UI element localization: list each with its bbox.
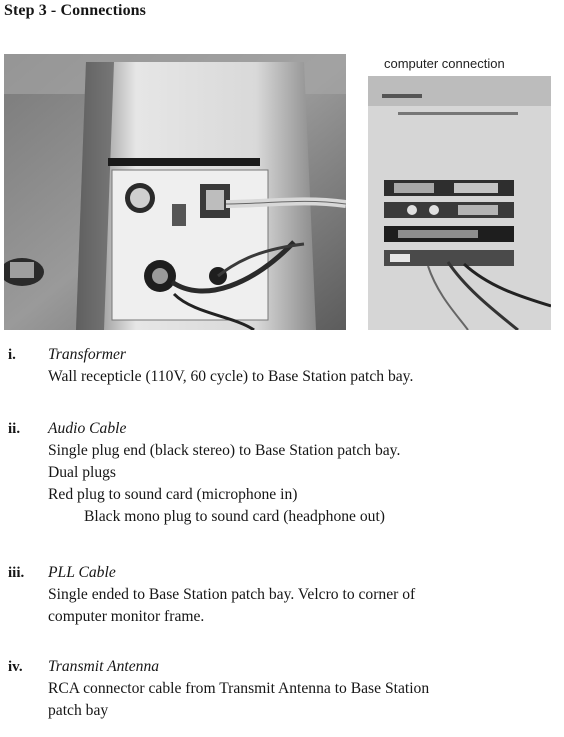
item-heading: Audio Cable xyxy=(48,420,127,437)
item-text: Wall recepticle (110V, 60 cycle) to Base Station patch bay. xyxy=(48,368,414,385)
item-text: Single ended to Base Station patch bay. Velcro to corner of xyxy=(48,586,416,603)
computer-connection-photo xyxy=(368,76,551,330)
list-item-transmit-antenna xyxy=(8,656,429,722)
page-title: Step 3 - Connections xyxy=(4,2,147,19)
computer-connection-caption: computer connection xyxy=(384,56,505,71)
item-number: ii. xyxy=(8,421,21,437)
item-number: iii. xyxy=(8,565,25,581)
item-heading: Transformer xyxy=(48,346,126,363)
item-text: patch bay xyxy=(48,702,109,719)
item-text: computer monitor frame. xyxy=(48,608,205,625)
item-text: Red plug to sound card (microphone in) xyxy=(48,486,298,503)
item-text: RCA connector cable from Transmit Antenna to Base Station xyxy=(48,680,430,697)
item-text: Single plug end (black stereo) to Base Station patch bay. xyxy=(48,442,401,459)
item-heading: Transmit Antenna xyxy=(48,658,160,675)
list-item-transformer xyxy=(8,344,413,388)
item-text: Black mono plug to sound card (headphone out) xyxy=(84,508,385,525)
item-number: iv. xyxy=(8,659,23,675)
item-number: i. xyxy=(8,347,16,363)
item-heading: PLL Cable xyxy=(48,564,116,581)
list-item-audio-cable xyxy=(8,418,400,528)
item-text: Dual plugs xyxy=(48,464,117,481)
list-item-pll-cable xyxy=(8,562,415,628)
base-station-photo xyxy=(4,54,346,330)
